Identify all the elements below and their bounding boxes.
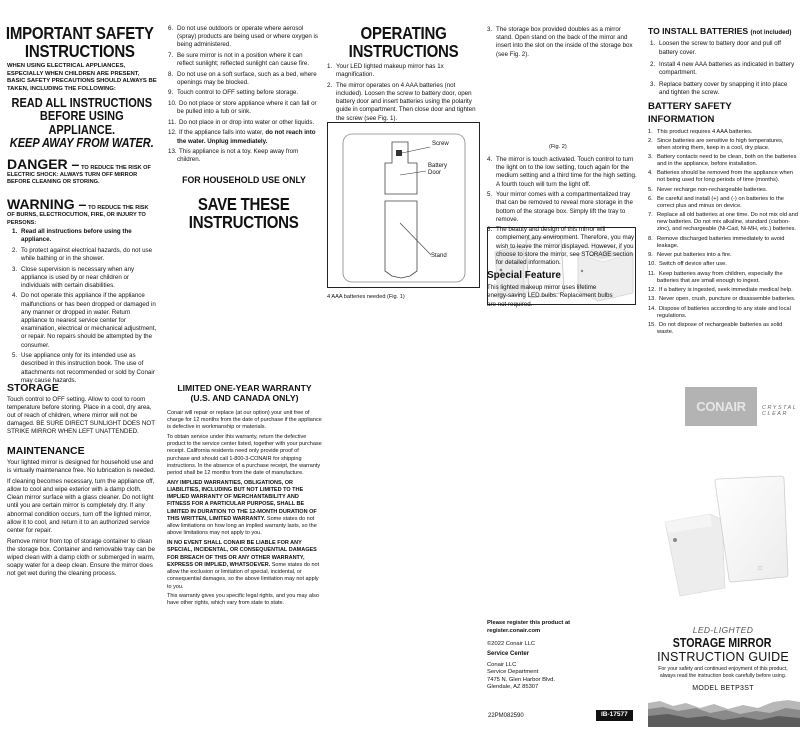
item-text: Be careful and install (+) and (-) on batteries to the correct plus and minus on device. [657,196,784,210]
warning-item [168,129,320,145]
item-number: 9. [648,251,653,258]
install-step [650,81,798,97]
danger-text: ELECTRIC SHOCK: ALWAYS TURN OFF MIRROR BEFORE CLEANING OR STORING. [7,172,138,186]
mountain-graphic [648,697,800,727]
item-number: 9. [168,89,174,97]
item-number: 11. [168,118,177,126]
item-number: 1. [327,63,333,70]
item-number: 15. [648,321,656,328]
warning-item [12,292,157,349]
item-number: 2. [650,60,656,68]
warranty-title-line2: (U.S. AND CANADA ONLY) [190,393,299,404]
item-number: 13. [168,148,177,156]
label-door: Door [428,170,442,177]
item-number: 5. [648,186,653,193]
warning-text: OF BURNS, ELECTROCUTION, FIRE, OR INJURY TO PERSONS: [7,212,146,226]
register-url: register.conair.com [487,627,541,634]
mirror-with-storage-box-image [650,470,800,610]
storage-mirror-title: STORAGE MIRROR [672,635,772,651]
mountain-landscape-icon [648,697,800,727]
operating-continued-column [487,26,637,61]
install-step [650,40,798,56]
led-lighted-label: LED-LIGHTED [692,625,754,635]
safety-item [648,138,798,152]
address-line: Service Department [487,669,539,676]
registration-block [487,620,637,691]
safety-item [648,236,798,250]
item-text: Switch off device after use. [659,261,727,268]
item-number: 2. [12,246,18,254]
item-number: 8. [648,235,653,242]
storage-heading: STORAGE [7,382,59,394]
item-number: 11. [648,270,656,277]
install-note: (not included) [750,29,792,36]
operating-step [327,63,480,79]
warning-text-inline: TO REDUCE THE RISK [88,204,149,211]
item-number: 3. [650,81,656,89]
item-text: Battery contacts need to be clean, both on the batteries and in the appliance, before installation. [657,154,797,168]
safety-item [648,271,798,285]
safety-intro: WHEN USING ELECTRICAL APPLIANCES, ESPECIALLY WHEN CHILDREN ARE PRESENT, BASIC SAFETY PRECAUTIONS SHOULD ALWAYS BE TAKEN, INCLUDING THE FOLLOWING: [7,63,157,93]
item-number: 12. [168,129,177,137]
conair-logo: CONAIR [696,398,746,414]
safety-title [5,25,155,60]
register-text [487,620,637,636]
item-text: The beauty and design of this mirror will complement any environment. Therefore, you may wish to leave the mirror displayed. However, if you choose to store the mirror, see STORAGE section for detailed information. [496,226,635,267]
address-line: Conair LLC [487,662,517,669]
warning-item [12,247,157,263]
storage-text: Touch control to OFF setting. Allow to cool to room temperature before storing. Place in a cool, dry area, out of reach of children, where mirror will not be damaged. BE SURE DIRECT SUNLIGHT DOES NOT STRIKE MIRROR WHEN LEFT UNATTENDED. [7,395,155,436]
item-text-bold: do not reach into the water. Unplug immediately. [177,129,316,145]
safety-item [648,187,798,194]
item-number: 13. [648,296,656,303]
item-number: 6. [487,226,493,234]
item-number: 3. [487,26,493,33]
warning-heading: WARNING – [7,195,87,212]
item-text: The mirror operates on 4 AAA batteries (not included). Loosen the screw to battery door, open battery door and insert batteries using the polarity guide in compartment. Then close door and tighten the screw (see Fig. 1). [336,81,476,122]
warranty-paragraph: To obtain service under this warranty, return the defective product to the service center listed, together with your purchase receipt. California residents need only provide proof of purchase and should call 1-800-3-CONAIR for shipping instructions. In the absence of a purchase receipt, the warranty period shall be 12 months from the date of manufacture. [167,433,322,477]
battery-safety-heading: BATTERY SAFETY INFORMATION [648,101,732,125]
cover-title-block [644,625,802,693]
label-battery: Battery [428,163,448,169]
safety-continued-column [168,25,320,231]
item-number: 7. [168,51,174,59]
item-text: Touch control to OFF setting before storage. [177,89,299,97]
operating-steps-bottom [487,156,637,267]
operating-steps-bottom-block [487,156,637,311]
warning-item [168,25,320,50]
item-text: Never recharge non-rechargeable batteries. [657,186,768,193]
figure-2-caption: (Fig. 2) [549,144,567,150]
operating-step [487,226,637,267]
item-text: Close supervision is necessary when any appliance is used by or near children or individuals with certain disabilities. [21,265,135,289]
item-text: Batteries should be removed from the appliance when not being used for long periods of time (months). [657,170,793,184]
instruction-guide-title: INSTRUCTION GUIDE [657,649,789,664]
item-number: 10. [648,261,656,268]
read-all-line1: READ ALL INSTRUCTIONS [11,95,153,110]
warning-block [7,197,157,227]
item-text: Never open, crush, puncture or disassemble batteries. [659,296,796,303]
safety-item [648,261,798,268]
warning-item [168,71,320,87]
item-text: Remove discharged batteries immediately to avoid leakage. [657,235,785,249]
battery-safety-list [648,129,798,336]
item-number: 4. [12,292,18,300]
warning-item [168,89,320,97]
danger-text-inline: TO REDUCE THE RISK OF [81,164,151,171]
item-text: The storage box provided doubles as a mirror stand. Open stand on the back of the mirror and insert into the slot on the inside of the storage box (see Fig. 2). [496,26,633,58]
read-all-line2: BEFORE USING APPLIANCE. [39,109,124,137]
item-text: Do not use outdoors or operate where aerosol (spray) products are being used or where oxygen is being administered. [177,25,319,49]
item-text: Do not use on a soft surface, such as a bed, where openings may be blocked. [177,70,317,86]
warranty-paragraph [167,540,322,591]
warranty-paragraph: This warranty gives you specific legal rights, and you may also have other rights, which vary from state to state. [167,593,319,607]
item-text: This product requires 4 AAA batteries. [657,128,753,135]
print-code: 22PM082590 [488,713,524,719]
warnings-list-1 [7,228,157,385]
install-batteries-heading [648,26,798,37]
maintenance-paragraph: If cleaning becomes necessary, turn the appliance off, allow to cool and wipe exterior with a damp cloth. Clean mirror surface with a glass cleaner. Do not light until you are certain mirror is completely dry. If any abnormal condition occurs, turn off the lighted mirror, allow it to cool, and return it to an authorized service center for repair. [7,477,155,534]
read-all-instructions [7,97,157,138]
clear-text: CLEAR [762,411,788,418]
item-text: Loosen the screw to battery door and pull off battery cover. [659,40,781,56]
item-number: 2. [327,81,333,89]
maintenance-paragraph: Remove mirror from top of storage container to clean the storage box. Container and removable tray can be wiped clean with a damp cloth or submerged in warm, soapy water for a deep clean. Ensure the mirror does not get wet during the cleaning process. [7,537,155,578]
item-text: If the appliance falls into water, [179,129,266,137]
warning-item [168,119,320,127]
item-number: 1. [650,40,656,48]
safety-item [648,154,798,168]
save-these-instructions [168,196,319,231]
operating-step [487,191,637,224]
item-text: If a battery is ingested, seek immediate medical help. [659,286,793,293]
mirror-back-diagram [328,123,481,289]
service-center-heading: Service Center [487,651,530,658]
install-step [650,61,798,77]
safety-item [648,129,798,136]
item-text: Since batteries are sensitive to high temperatures, when storing them, keep in a cool, dry place. [657,137,784,151]
address-line: 7475 N. Glen Harbor Blvd. [487,676,555,683]
safety-item [648,212,798,233]
operating-title [327,25,480,60]
item-number: 6. [648,196,653,203]
item-number: 14. [648,305,656,312]
item-text: Never put batteries into a fire. [657,251,732,258]
item-number: 7. [648,212,653,219]
item-number: 1. [648,128,653,135]
warning-item [12,266,157,291]
item-number: 3. [648,154,653,161]
operating-step [487,156,637,189]
operating-step [487,26,637,59]
operating-step [327,82,480,123]
danger-heading: DANGER – [7,155,80,172]
item-number: 2. [648,137,653,144]
save-line1: SAVE THESE [197,194,290,215]
item-number: 10. [168,100,177,108]
item-text: Replace battery cover by snapping it into place and tighten the screw. [659,81,788,97]
operating-steps-top [487,26,637,59]
storage-maintenance-column [7,383,157,581]
copyright: ©2022 Conair LLC [487,640,536,647]
item-text: Dispose of batteries according to any state and local regulations. [657,305,791,319]
item-number: 8. [168,70,174,78]
address-line: Glendale, AZ 85307 [487,683,539,690]
install-title: TO INSTALL BATTERIES [648,26,749,36]
warranty-text: Some states do not allow limitations on how long an implied warranty lasts, so the above limitations may not apply to you. [167,515,317,537]
safety-title-line1: IMPORTANT SAFETY [5,23,154,43]
item-text: This appliance is not a toy. Keep away from children. [177,148,299,164]
label-battery-door [428,163,447,177]
warning-item [168,148,320,164]
figure-1-battery-door [327,122,480,288]
safety-item [648,252,798,259]
item-number: 5. [12,352,18,360]
crystal-text: CRYSTAL [762,405,798,411]
item-number: 1. [12,227,18,235]
warning-item [12,228,157,244]
item-number: 12. [648,286,656,293]
cover-blurb: For your safety and continued enjoyment of this product, always read the instruction book carefully before using. [658,666,788,679]
item-text: Do not dispose of rechargeable batteries as solid waste. [657,321,783,335]
label-stand: Stand [431,253,447,259]
important-safety-column [7,25,157,387]
operating-instructions-column [327,25,480,125]
service-address [487,662,637,691]
warranty-text: Some states do not allow the exclusion or limitation of special, incidental, or consequential damages, so the above limitation may not apply to you. [167,561,320,590]
warning-item [168,100,320,116]
item-number: 4. [648,170,653,177]
operating-title-line1: OPERATING [360,23,447,43]
special-feature-heading: Special Feature [487,270,561,282]
figure-1-caption: 4 AAA batteries needed (Fig. 1) [327,294,405,300]
ib-tag: IB-17577 [596,710,633,721]
keep-away-from-water: KEEP AWAY FROM WATER. [9,136,154,151]
warnings-list-2 [168,25,320,165]
operating-title-line2: INSTRUCTIONS [348,40,459,61]
warranty-heading [167,383,322,404]
warranty-column [167,383,322,610]
item-text: Read all instructions before using the appliance. [21,227,132,244]
crystal-clear-label [762,405,797,417]
maintenance-heading: MAINTENANCE [7,445,85,458]
safety-item [648,322,798,336]
item-text: Do not operate this appliance if the appliance malfunctions or has been dropped or damaged in any manner or dropped in water. Return appliance to nearest service center for examination, electrical or mechanical adjustment, or repair. No repairs should be attempted by the consumer. [21,292,157,349]
safety-item [648,196,798,210]
product-photo [650,470,800,610]
maintenance-paragraph: Your lighted mirror is designed for household use and is virtually maintenance free. No lubrication is needed. [7,459,156,475]
save-line2: INSTRUCTIONS [188,211,299,232]
safety-item [648,170,798,184]
item-text: To protect against electrical hazards, do not use while bathing or in the shower. [21,246,153,262]
safety-item [648,296,798,303]
operating-steps [327,63,480,123]
warranty-paragraph [167,480,322,538]
safety-item [648,287,798,294]
item-number: 4. [487,156,493,163]
household-use-only: FOR HOUSEHOLD USE ONLY [182,174,306,185]
label-screw: Screw [432,141,449,147]
warranty-title-line1: LIMITED ONE-YEAR WARRANTY [177,383,312,393]
item-text: Use appliance only for its intended use as described in this instruction book. The use of attachments not recommended or sold by Conair may cause hazards. [21,352,155,384]
warning-item [12,352,157,385]
item-text: Do not place in or drop into water or other liquids. [179,118,315,126]
warranty-paragraph: Conair will repair or replace (at our option) your unit free of charge for 12 months from the date of purchase if the appliance is defective in workmanship or materials. [167,409,322,431]
warning-item [168,52,320,68]
model-number: MODEL BETP3ST [692,685,754,693]
item-text: Your mirror comes with a compartmentalized tray that can be removed to reveal more storage in the bottom of the storage box. Simply lift the tray to remove. [496,191,633,223]
item-text: Your LED lighted makeup mirror has 1x magnification. [336,63,444,79]
item-text: Keep batteries away from children, especially the batteries that are small enough to ingest. [657,270,783,284]
batteries-column [648,26,798,338]
item-text: Do not place or store appliance where it can fall or be pulled into a tub or sink. [177,100,317,116]
register-line1: Please register this product at [487,620,571,626]
item-number: 5. [487,191,493,199]
warranty-bold-text: ANY IMPLIED WARRANTIES, OBLIGATIONS, OR LIABILITIES, INCLUDING BUT NOT LIMITED TO THE IMPLIED WARRANTY OF MERCHANTABILITY AND FITNESS FOR A PARTICULAR PURPOSE, SHALL BE LIMITED IN DURATION TO THE 12-MONTH DURATION OF THIS WRITTEN, LIMITED WARRANTY. [167,479,317,522]
danger-block [7,157,157,187]
item-text: Install 4 new AAA batteries as indicated in battery compartment. [659,60,795,76]
safety-item [648,306,798,320]
special-feature-text: This lighted makeup mirror uses lifetime energy-saving LED bulbs. Replacement bulbs are not required. [487,284,613,308]
install-steps [648,40,798,97]
item-text: Replace all old batteries at one time. Do not mix old and new batteries. Do not mix alkaline, standard (carbon-zinc), and rechargeable (Ni-Cad, Ni-MH, etc.) batteries. [657,212,799,233]
item-text: The mirror is touch activated. Touch control to turn the light on to the low setting, touch again for the medium setting and a third time for the high setting. A fourth touch will turn the light off. [496,156,637,188]
conair-logo-box [685,387,757,426]
item-number: 6. [168,25,174,32]
item-number: 3. [12,265,18,273]
item-text: Be sure mirror is not in a position where it can reflect sunlight; reflected sunlight can cause fire. [177,51,310,68]
safety-title-line2: INSTRUCTIONS [24,40,135,61]
warranty-bold-text: IN NO EVENT SHALL CONAIR BE LIABLE FOR ANY SPECIAL, INCIDENTAL, OR CONSEQUENTIAL DAMAGES FOR BREACH OF THIS OR ANY OTHER WARRANTY, EXPRESS OR IMPLIED, WHATSOEVER. [167,540,317,568]
